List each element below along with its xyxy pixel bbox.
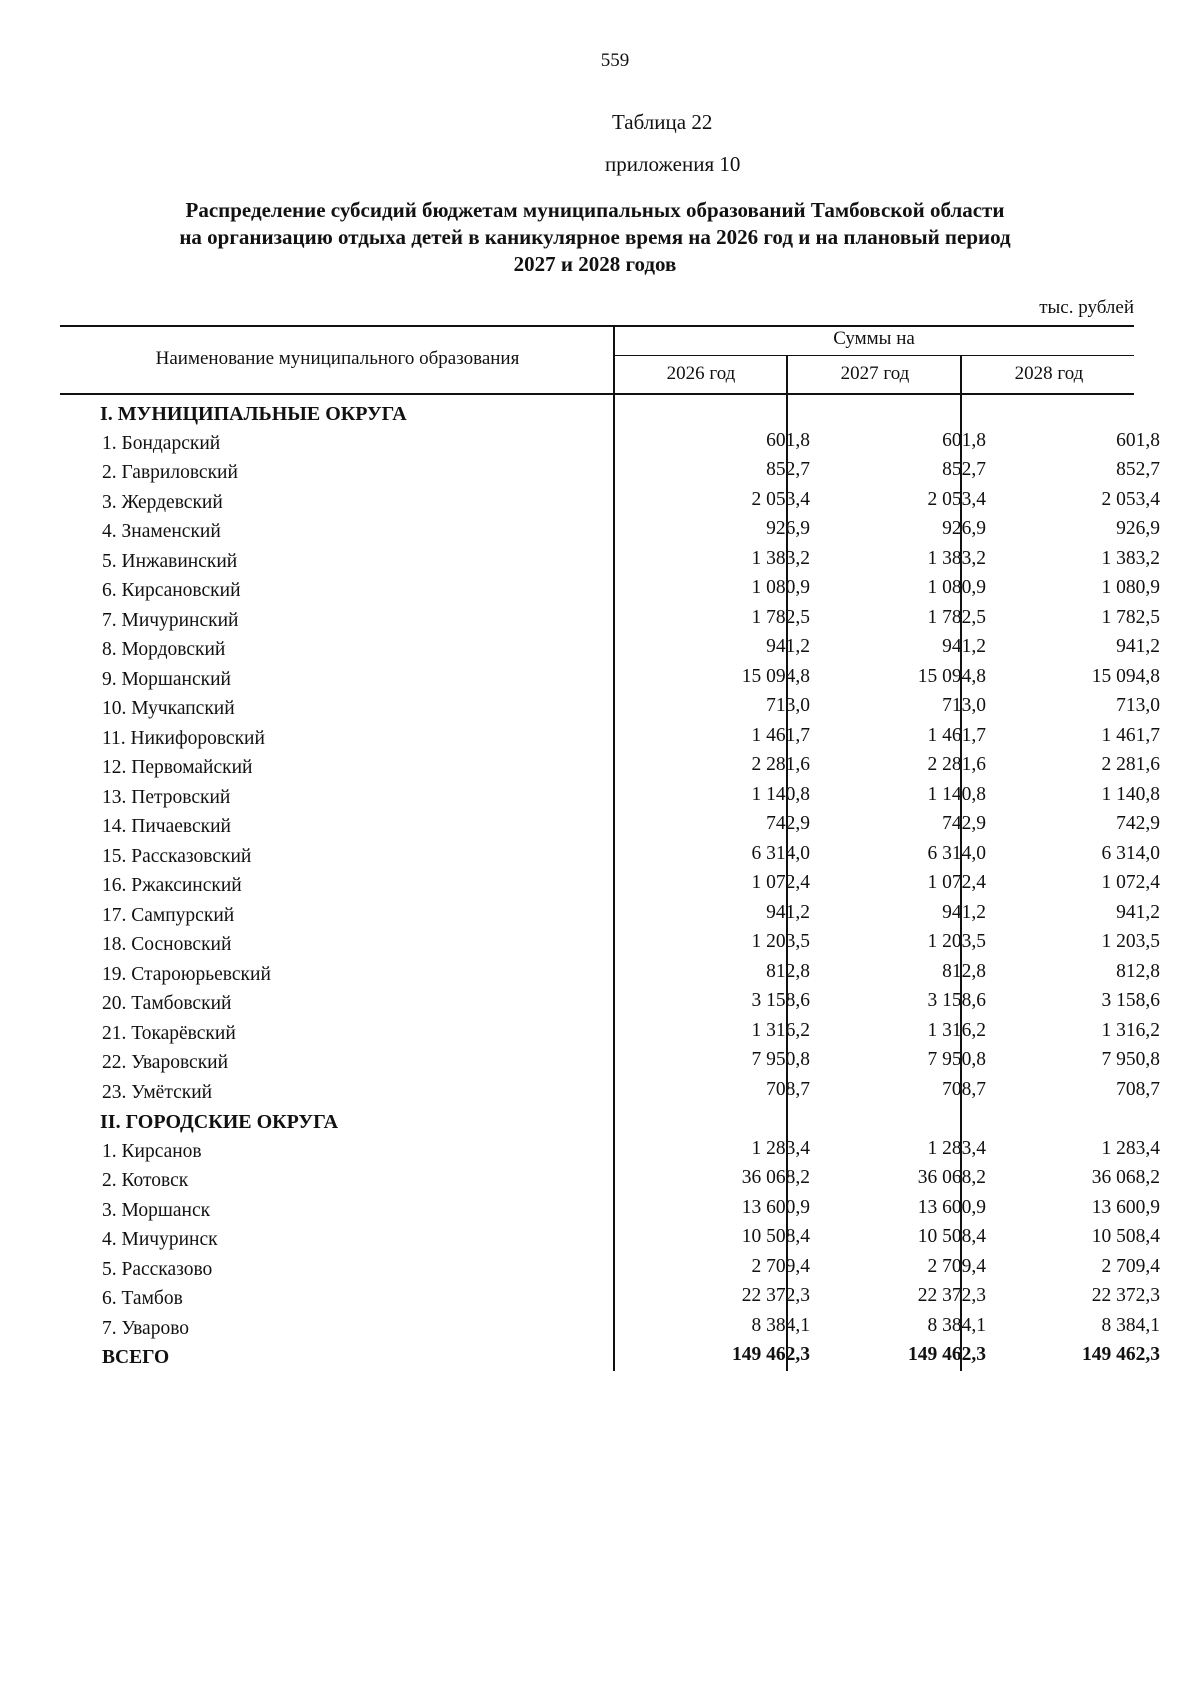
row-value-2027: 1 283,4 [927, 1137, 986, 1159]
row-value-2027: 941,2 [942, 901, 986, 923]
row-value-2028: 36 068,2 [1091, 1167, 1160, 1188]
page-number: 559 [600, 50, 630, 71]
row-value-2028: 941,2 [1116, 901, 1160, 923]
row-value-2026: 1 316,2 [751, 1019, 810, 1041]
row-value-2026: 1 203,5 [751, 931, 810, 952]
row-name: 20. Тамбовский [102, 993, 232, 1014]
table-number: Таблица 22 [612, 110, 713, 134]
table-row [60, 990, 1160, 1020]
table-row [60, 960, 1160, 991]
row-value-2028: 2 281,6 [1101, 754, 1160, 775]
row-value-2028: 713,0 [1116, 695, 1160, 716]
column-header-2027: 2027 год [840, 363, 910, 384]
row-value-2028: 1 461,7 [1101, 724, 1160, 746]
row-name: 9. Моршанский [102, 668, 231, 690]
row-name: 15. Рассказовский [102, 845, 252, 867]
units-label: тыс. рублей [1039, 297, 1134, 318]
row-value-2027: 1 316,2 [927, 1019, 986, 1041]
table-row [60, 606, 1160, 637]
row-value-2026: 941,2 [766, 901, 810, 923]
row-value-2027: 708,7 [942, 1078, 986, 1100]
table-row [60, 488, 1160, 519]
row-value-2028: 1 316,2 [1101, 1019, 1160, 1041]
row-name: 14. Пичаевский [102, 816, 231, 837]
row-value-2026: 1 782,5 [751, 606, 810, 628]
table-row [60, 724, 1160, 755]
row-value-2027: 601,8 [942, 429, 986, 451]
row-value-2028: 852,7 [1116, 459, 1160, 480]
row-value-2028: 1 383,2 [1101, 547, 1160, 569]
row-value-2027: 1 080,9 [927, 577, 986, 598]
table-row [60, 1314, 1160, 1345]
row-value-2028: 1 080,9 [1101, 577, 1160, 598]
row-value-2026: 7 950,8 [751, 1049, 810, 1070]
row-value-2026: 713,0 [766, 695, 810, 716]
row-name: 7. Уварово [102, 1317, 190, 1339]
row-value-2027: 2 281,6 [927, 754, 986, 775]
row-value-2026: 852,7 [766, 459, 810, 480]
row-value-2026: 36 068,2 [741, 1167, 810, 1188]
table-top-rule [60, 325, 1134, 327]
row-name: 7. Мичуринский [102, 609, 239, 631]
row-value-2028: 10 508,4 [1091, 1226, 1160, 1247]
row-value-2026: 2 281,6 [751, 754, 810, 775]
row-name: 10. Мучкапский [102, 698, 235, 719]
row-name: II. ГОРОДСКИЕ ОКРУГА [100, 1111, 339, 1133]
header-sub-rule [614, 355, 1134, 356]
table-row [60, 1226, 1160, 1256]
table-row [60, 901, 1160, 932]
table-row [60, 665, 1160, 696]
row-value-2026: 1 283,4 [751, 1137, 810, 1159]
table-row [60, 518, 1160, 548]
row-name: 19. Староюрьевский [102, 963, 271, 985]
row-value-2026: 3 158,6 [751, 990, 810, 1011]
row-value-2027: 1 383,2 [927, 547, 986, 569]
row-name: 1. Бондарский [102, 432, 221, 454]
row-value-2026: 812,8 [766, 960, 810, 982]
row-value-2026: 2 709,4 [751, 1255, 810, 1277]
row-value-2028: 1 140,8 [1101, 783, 1160, 805]
row-value-2027: 36 068,2 [917, 1167, 986, 1188]
row-value-2028: 708,7 [1116, 1078, 1160, 1100]
row-value-2027: 3 158,6 [927, 990, 986, 1011]
row-value-2028: 742,9 [1116, 813, 1160, 834]
table-row [60, 577, 1160, 607]
row-value-2026: 941,2 [766, 636, 810, 657]
row-value-2027: 1 140,8 [927, 783, 986, 805]
row-value-2028: 601,8 [1116, 429, 1160, 451]
row-value-2026: 22 372,3 [741, 1285, 810, 1306]
row-name: 8. Мордовский [102, 639, 226, 660]
title-line: 2027 и 2028 годов [513, 252, 677, 276]
table-row [60, 1019, 1160, 1050]
title-line: на организацию отдыха детей в каникулярное время на 2026 год и на плановый период [179, 225, 1011, 249]
column-header-name: Наименование муниципального образования [155, 348, 520, 369]
row-value-2028: 2 709,4 [1101, 1255, 1160, 1277]
row-name: 21. Токарёвский [102, 1022, 236, 1044]
row-name: 2. Котовск [102, 1170, 189, 1191]
row-value-2028: 6 314,0 [1101, 842, 1160, 864]
row-value-2026: 1 080,9 [751, 577, 810, 598]
row-value-2027: 1 203,5 [927, 931, 986, 952]
row-value-2026: 601,8 [766, 429, 810, 451]
row-name: ВСЕГО [102, 1347, 170, 1368]
row-name: 23. Умётский [102, 1081, 213, 1103]
table-row [60, 636, 1160, 666]
row-name: 4. Знаменский [102, 521, 221, 542]
row-value-2027: 926,9 [942, 518, 986, 539]
row-name: 6. Кирсановский [102, 580, 241, 601]
row-value-2028: 1 203,5 [1101, 931, 1160, 952]
table-row [60, 1078, 1160, 1109]
document-title [60, 197, 1130, 278]
table-row [60, 429, 1160, 460]
row-value-2027: 852,7 [942, 459, 986, 480]
row-value-2026: 708,7 [766, 1078, 810, 1100]
table-body [60, 400, 1160, 1374]
row-name: 4. Мичуринск [102, 1229, 218, 1250]
row-value-2028: 149 462,3 [1082, 1344, 1160, 1365]
row-value-2027: 742,9 [942, 813, 986, 834]
table-row [60, 1285, 1160, 1315]
row-name: 2. Гавриловский [102, 462, 238, 483]
row-value-2027: 149 462,3 [908, 1344, 986, 1365]
table-row [60, 1255, 1160, 1286]
column-header-2026: 2026 год [666, 363, 736, 384]
row-value-2027: 13 600,9 [917, 1196, 986, 1218]
row-value-2026: 926,9 [766, 518, 810, 539]
row-value-2027: 1 782,5 [927, 606, 986, 628]
row-value-2026: 8 384,1 [751, 1314, 810, 1336]
row-value-2027: 15 094,8 [917, 665, 986, 687]
row-value-2027: 941,2 [942, 636, 986, 657]
row-value-2026: 6 314,0 [751, 842, 810, 864]
table-row [60, 931, 1160, 961]
row-value-2027: 1 072,4 [927, 872, 986, 893]
row-value-2028: 941,2 [1116, 636, 1160, 657]
row-value-2027: 2 053,4 [927, 488, 986, 510]
row-name: 11. Никифоровский [102, 727, 265, 749]
row-name: 5. Рассказово [102, 1258, 213, 1280]
row-value-2028: 1 072,4 [1101, 872, 1160, 893]
section-header-row [60, 400, 1134, 430]
row-name: 13. Петровский [102, 786, 231, 808]
header-bottom-rule [60, 393, 1134, 395]
row-name: 18. Сосновский [102, 934, 232, 955]
row-value-2028: 3 158,6 [1101, 990, 1160, 1011]
column-header-sums: Суммы на [833, 328, 915, 349]
row-value-2026: 13 600,9 [741, 1196, 810, 1218]
row-name: 5. Инжавинский [102, 550, 238, 572]
table-row [60, 459, 1160, 489]
row-value-2027: 1 461,7 [927, 724, 986, 746]
row-value-2028: 926,9 [1116, 518, 1160, 539]
table-row [60, 813, 1160, 843]
row-value-2028: 13 600,9 [1091, 1196, 1160, 1218]
row-value-2028: 1 782,5 [1101, 606, 1160, 628]
row-value-2026: 15 094,8 [741, 665, 810, 687]
row-name: 3. Жердевский [102, 491, 223, 513]
row-value-2026: 1 461,7 [751, 724, 810, 746]
row-value-2028: 8 384,1 [1101, 1314, 1160, 1336]
row-value-2026: 10 508,4 [741, 1226, 810, 1247]
row-value-2027: 7 950,8 [927, 1049, 986, 1070]
row-value-2027: 8 384,1 [927, 1314, 986, 1336]
table-row [60, 872, 1160, 902]
table-row [60, 547, 1160, 578]
row-name: 6. Тамбов [102, 1288, 183, 1309]
row-value-2028: 812,8 [1116, 960, 1160, 982]
row-value-2027: 2 709,4 [927, 1255, 986, 1277]
row-name: I. МУНИЦИПАЛЬНЫЕ ОКРУГА [100, 403, 407, 425]
row-value-2028: 15 094,8 [1091, 665, 1160, 687]
row-value-2026: 1 072,4 [751, 872, 810, 893]
row-value-2028: 2 053,4 [1101, 488, 1160, 510]
table-row [60, 1137, 1160, 1168]
total-row [60, 1344, 1160, 1374]
row-value-2027: 22 372,3 [917, 1285, 986, 1306]
column-header-2028: 2028 год [1014, 363, 1084, 384]
row-value-2028: 1 283,4 [1101, 1137, 1160, 1159]
section-header-row [60, 1108, 1134, 1138]
table-row [60, 1196, 1160, 1227]
row-value-2027: 812,8 [942, 960, 986, 982]
table-row [60, 1167, 1160, 1197]
row-value-2027: 713,0 [942, 695, 986, 716]
row-value-2026: 742,9 [766, 813, 810, 834]
row-name: 16. Ржаксинский [102, 875, 242, 896]
row-name: 12. Первомайский [102, 757, 253, 778]
row-name: 1. Кирсанов [102, 1140, 202, 1162]
row-value-2026: 2 053,4 [751, 488, 810, 510]
row-name: 17. Сампурский [102, 904, 235, 926]
row-value-2028: 7 950,8 [1101, 1049, 1160, 1070]
table-row [60, 754, 1160, 784]
title-line: Распределение субсидий бюджетам муниципальных образований Тамбовской области [185, 198, 1005, 222]
row-value-2028: 22 372,3 [1091, 1285, 1160, 1306]
row-name: 22. Уваровский [102, 1052, 229, 1073]
row-name: 3. Моршанск [102, 1199, 211, 1221]
row-value-2027: 10 508,4 [917, 1226, 986, 1247]
table-row [60, 783, 1160, 814]
row-value-2027: 6 314,0 [927, 842, 986, 864]
row-value-2026: 1 140,8 [751, 783, 810, 805]
row-value-2026: 149 462,3 [732, 1344, 810, 1365]
table-row [60, 842, 1160, 873]
table-row [60, 1049, 1160, 1079]
appendix-reference: приложения 10 [605, 152, 741, 176]
row-value-2026: 1 383,2 [751, 547, 810, 569]
table-row [60, 695, 1160, 725]
